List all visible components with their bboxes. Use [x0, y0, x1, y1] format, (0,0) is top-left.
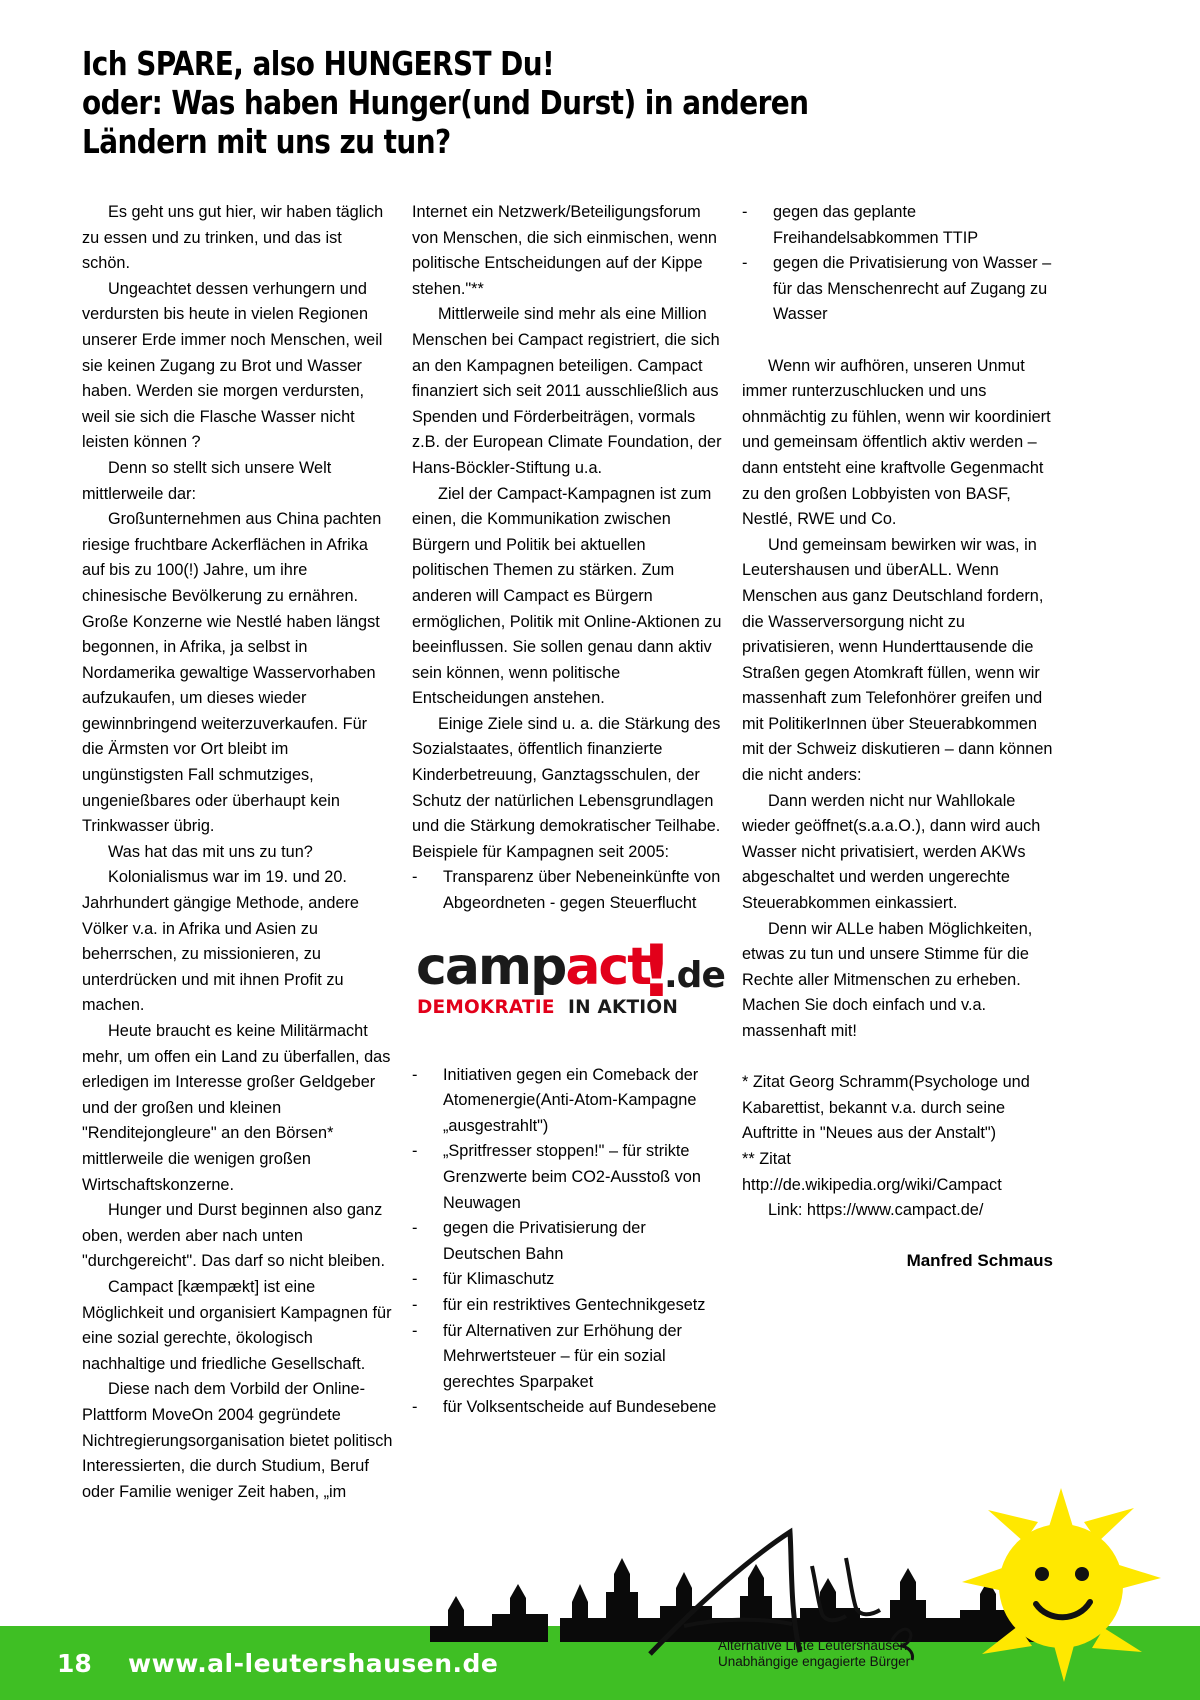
paragraph: Kolonialismus war im 19. und 20. Jahrhundert gängige Methode, andere Völker v.a. in Afrika und Asien zu beherrschen, zu missionieren, zu unterdrücken und mit ihnen Profit zu machen. [82, 868, 359, 1015]
list-item: - Initiativen gegen ein Comeback der Atomenergie(Anti-Atom-Kampagne „ausgestrahlt") [412, 1063, 723, 1140]
list-item: - für Klimaschutz [412, 1267, 723, 1293]
paragraph: Ungeachtet dessen verhungern und verdursten bis heute in vielen Regionen unserer Erde immer noch Menschen, weil sie keinen Zugang zu Brot und Wasser haben. Werden sie morgen verdursten, weil sie sich die Flasche Wasser nicht leisten können ? [82, 279, 383, 452]
list-item: - für Alternativen zur Erhöhung der Mehrwertsteuer – für ein sozial gerechtes Sparpaket [412, 1319, 723, 1396]
list-item: - gegen die Privatisierung der Deutschen Bahn [412, 1216, 723, 1267]
al-leutershausen-logo [640, 1522, 970, 1672]
campact-tagline [417, 995, 678, 1021]
paragraph: Denn wir ALLe haben Möglichkeiten, etwas zu tun und unsere Stimme für die Rechte aller Mitmenschen zu erheben. Machen Sie doch einfach und v.a. massenhaft mit! [742, 919, 1033, 1040]
paragraph: Campact [kæmpækt] ist eine Möglichkeit und organisiert Kampagnen für eine sozial gerechte, ökologisch nachhaltige und friedliche Gesellschaft. [82, 1277, 392, 1373]
campaign-list-after-logo [412, 1063, 723, 1421]
al-logo-caption [718, 1638, 910, 1670]
campaign-list-continued [742, 200, 1053, 328]
paragraph: Heute braucht es keine Militärmacht mehr, um offen ein Land zu überfallen, das erledigen im Interesse großer Geldgeber und der großen und kleinen "Renditejongleure" an den Börsen* mittlerweile die wenigen großen Wirtschaftskonzerne. [82, 1022, 391, 1194]
campact-domain-suffix: .de [664, 954, 725, 996]
page-number: 18 [57, 1649, 92, 1678]
article-column-1 [82, 200, 393, 1505]
paragraph: Wenn wir aufhören, unseren Unmut immer runterzuschlucken und uns ohnmächtig zu fühlen, wenn wir koordiniert und gemeinsam öffentlich aktiv werden – dann entsteht eine kraftvolle Gegenmacht zu den großen Lobbyisten von BASF, Nestlé, RWE und Co. [742, 356, 1051, 529]
campact-word-act: act [565, 936, 651, 997]
paragraph: Großunternehmen aus China pachten riesige fruchtbare Ackerflächen in Afrika auf bis zu 100(!) Jahre, um ihre chinesische Bevölkerung zu ernähren. Große Konzerne wie Nestlé haben längst begonnen, in Afrika, ja selbst in Nordamerika gewaltige Wasservorhaben aufzukaufen, um dieses wieder gewinnbringend weiterzuverkaufen. Für die Ärmsten vor Ort bleibt im ungünstigsten Fall schmutziges, ungenießbares oder überhaupt kein Trinkwasser übrig. [82, 510, 382, 836]
footer-website-url[interactable]: www.al-leutershausen.de [128, 1649, 499, 1678]
campact-wordmark [416, 936, 651, 997]
campact-word-p: p [530, 936, 566, 997]
headline-line-1: Ich SPARE, also HUNGERST Du! [82, 44, 555, 83]
campaign-list-before-logo [412, 865, 723, 916]
sun-icon [956, 1486, 1166, 1686]
campact-logo [412, 928, 725, 1047]
list-item: - „Spritfresser stoppen!" – für strikte Grenzwerte beim CO2-Ausstoß von Neuwagen [412, 1139, 723, 1216]
footnote: * Zitat Georg Schramm(Psychologe und Kabarettist, bekannt v.a. durch seine Auftritte in "Neues aus der Anstalt") [742, 1073, 1030, 1143]
article-column-2 [412, 200, 723, 1421]
list-item: - für Volksentscheide auf Bundesebene [412, 1395, 723, 1421]
paragraph: Ziel der Campact-Kampagnen ist zum einen, die Kommunikation zwischen Bürgern und Politik bei aktuellen politischen Themen zu stärken. Zum anderen will Campact es Bürgern ermöglichen, Politik mit Online-Aktionen zu beeinflussen. Sie sollen genau dann aktiv sein können, wenn politische Entscheidungen anstehen. [412, 484, 722, 708]
paragraph: Internet ein Netzwerk/Beteiligungsforum von Menschen, die sich einmischen, wenn politische Entscheidungen auf der Kippe stehen."** [412, 203, 717, 298]
paragraph: Es geht uns gut hier, wir haben täglich zu essen und zu trinken, und das ist schön. [82, 203, 384, 273]
list-item: - Transparenz über Nebeneinkünfte von Abgeordneten - gegen Steuerflucht [412, 865, 723, 916]
al-logo-caption-line-2: Unabhängige engagierte Bürger [718, 1654, 911, 1669]
list-item: - gegen die Privatisierung von Wasser – für das Menschenrecht auf Zugang zu Wasser [742, 251, 1053, 328]
headline-line-3: Ländern mit uns zu tun? [82, 122, 451, 161]
footnote-link[interactable]: Link: https://www.campact.de/ [768, 1201, 984, 1220]
footnote: ** Zitat http://de.wikipedia.org/wiki/Campact [742, 1149, 1002, 1194]
paragraph: Und gemeinsam bewirken wir was, in Leutershausen und überALL. Wenn Menschen aus ganz Deutschland fordern, die Wasserversorgung nicht zu privatisieren, wenn Hunderttausende die Straßen gegen Atomkraft füllen, wenn wir massenhaft zum Telefonhörer greifen und mit PolitikerInnen über Steuerabkommen mit der Schweiz diskutieren – dann können die nicht anders: [742, 535, 1053, 785]
campact-tagline-left: DEMOKRATIE [417, 996, 555, 1018]
al-logo-caption-line-1: Alternative Liste Leutershausen [718, 1638, 908, 1653]
list-item: - gegen das geplante Freihandelsabkommen TTIP [742, 200, 1053, 251]
page-title [82, 44, 1060, 161]
paragraph: Diese nach dem Vorbild der Online-Plattform MoveOn 2004 gegründete Nichtregierungsorganisation bietet politisch Interessierten, die durch Studium, Beruf oder Familie weniger Zeit haben, „im [82, 1380, 393, 1501]
article-column-3 [742, 200, 1053, 1273]
author-signature: Manfred Schmaus [906, 1250, 1053, 1270]
article-body [82, 200, 1082, 1501]
paragraph: Mittlerweile sind mehr als eine Million Menschen bei Campact registriert, die sich an den Kampagnen beteiligen. Campact finanziert sich seit 2011 ausschließlich aus Spenden und Förderbeiträgen, vormals z.B. der European Climate Foundation, der Hans-Böckler-Stiftung u.a. [412, 305, 722, 477]
headline-line-2: oder: Was haben Hunger(und Durst) in anderen [82, 83, 809, 122]
paragraph: Dann werden nicht nur Wahllokale wieder geöffnet(s.a.a.O.), dann wird auch Wasser nicht privatisiert, werden AKWs abgeschaltet und werden ungerechte Steuerabkommen einkassiert. [742, 791, 1041, 913]
list-item: - für ein restriktives Gentechnikgesetz [412, 1293, 723, 1319]
paragraph: Einige Ziele sind u. a. die Stärkung des Sozialstaates, öffentlich finanzierte Kinderbetreuung, Ganztagsschulen, der Schutz der natürlichen Lebensgrundlagen und die Stärkung demokratischer Teilhabe. Beispiele für Kampagnen seit 2005: [412, 714, 721, 861]
campact-word-cam: cam [416, 936, 531, 997]
paragraph: Denn so stellt sich unsere Welt mittlerweile dar: [82, 458, 332, 503]
campact-tagline-right: IN AKTION [568, 996, 679, 1018]
campact-exclamation-icon: ! [640, 928, 673, 1013]
paragraph: Hunger und Durst beginnen also ganz oben, werden aber nach unten "durchgereicht". Das darf so nicht bleiben. [82, 1201, 385, 1271]
paragraph: Was hat das mit uns zu tun? [108, 842, 313, 861]
